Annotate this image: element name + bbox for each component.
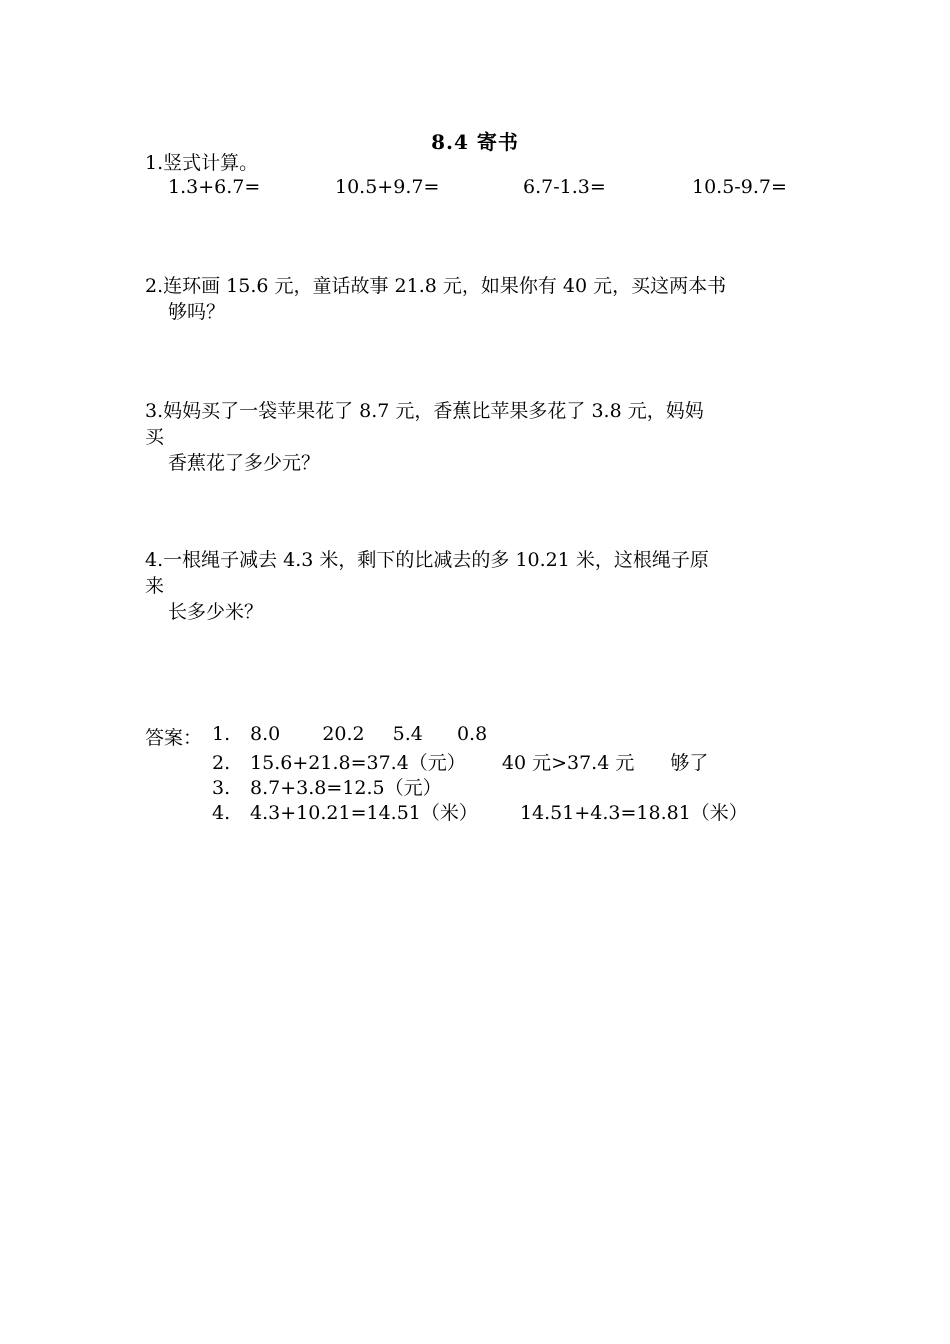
question-4-line-2: 来 [145, 575, 165, 597]
answer-row-1 [212, 723, 513, 745]
calc-item-2: 10.5+9.7= [335, 176, 440, 198]
question-3-line-2: 买 [145, 426, 165, 448]
question-2-line-1: 2.连环画 15.6 元，童话故事 21.8 元，如果你有 40 元，买这两本书 [145, 275, 727, 297]
answer-value: 14.51+4.3=18.81（米） [519, 802, 748, 824]
question-4-line-3: 长多少米？ [168, 601, 264, 623]
answer-value: 20.2 [322, 723, 365, 745]
answer-row-2 [212, 748, 734, 775]
calc-item-1: 1.3+6.7= [168, 176, 261, 198]
question-3-line-3: 香蕉花了多少元？ [168, 452, 321, 474]
page-title: 8.4 寄书 [431, 130, 519, 154]
answer-value: 0.8 [456, 723, 488, 745]
answer-row-3 [212, 773, 468, 800]
answer-number: 4. [212, 802, 231, 824]
question-1-heading: 1.竖式计算。 [145, 152, 259, 174]
answer-row-4 [212, 798, 774, 825]
answer-value: 8.7+3.8=12.5（元） [250, 777, 442, 799]
question-3-line-1: 3.妈妈买了一袋苹果花了 8.7 元，香蕉比苹果多花了 3.8 元，妈妈 [145, 400, 704, 422]
answer-value: 15.6+21.8=37.4（元） [250, 752, 466, 774]
answer-number: 1. [212, 723, 231, 745]
question-2-line-2: 够吗？ [168, 301, 226, 323]
answers-label: 答案： [145, 727, 203, 749]
answer-value: 4.3+10.21=14.51（米） [250, 802, 478, 824]
calc-item-4: 10.5-9.7= [692, 176, 787, 198]
answer-value: 8.0 [250, 723, 281, 745]
answer-number: 2. [212, 752, 231, 774]
answer-number: 3. [212, 777, 231, 799]
answer-value: 40 元>37.4 元 [501, 752, 635, 774]
answer-value: 够了 [670, 752, 709, 774]
calc-item-3: 6.7-1.3= [523, 176, 606, 198]
answer-value: 5.4 [392, 723, 423, 745]
question-4-line-1: 4.一根绳子减去 4.3 米，剩下的比减去的多 10.21 米，这根绳子原 [145, 549, 709, 571]
